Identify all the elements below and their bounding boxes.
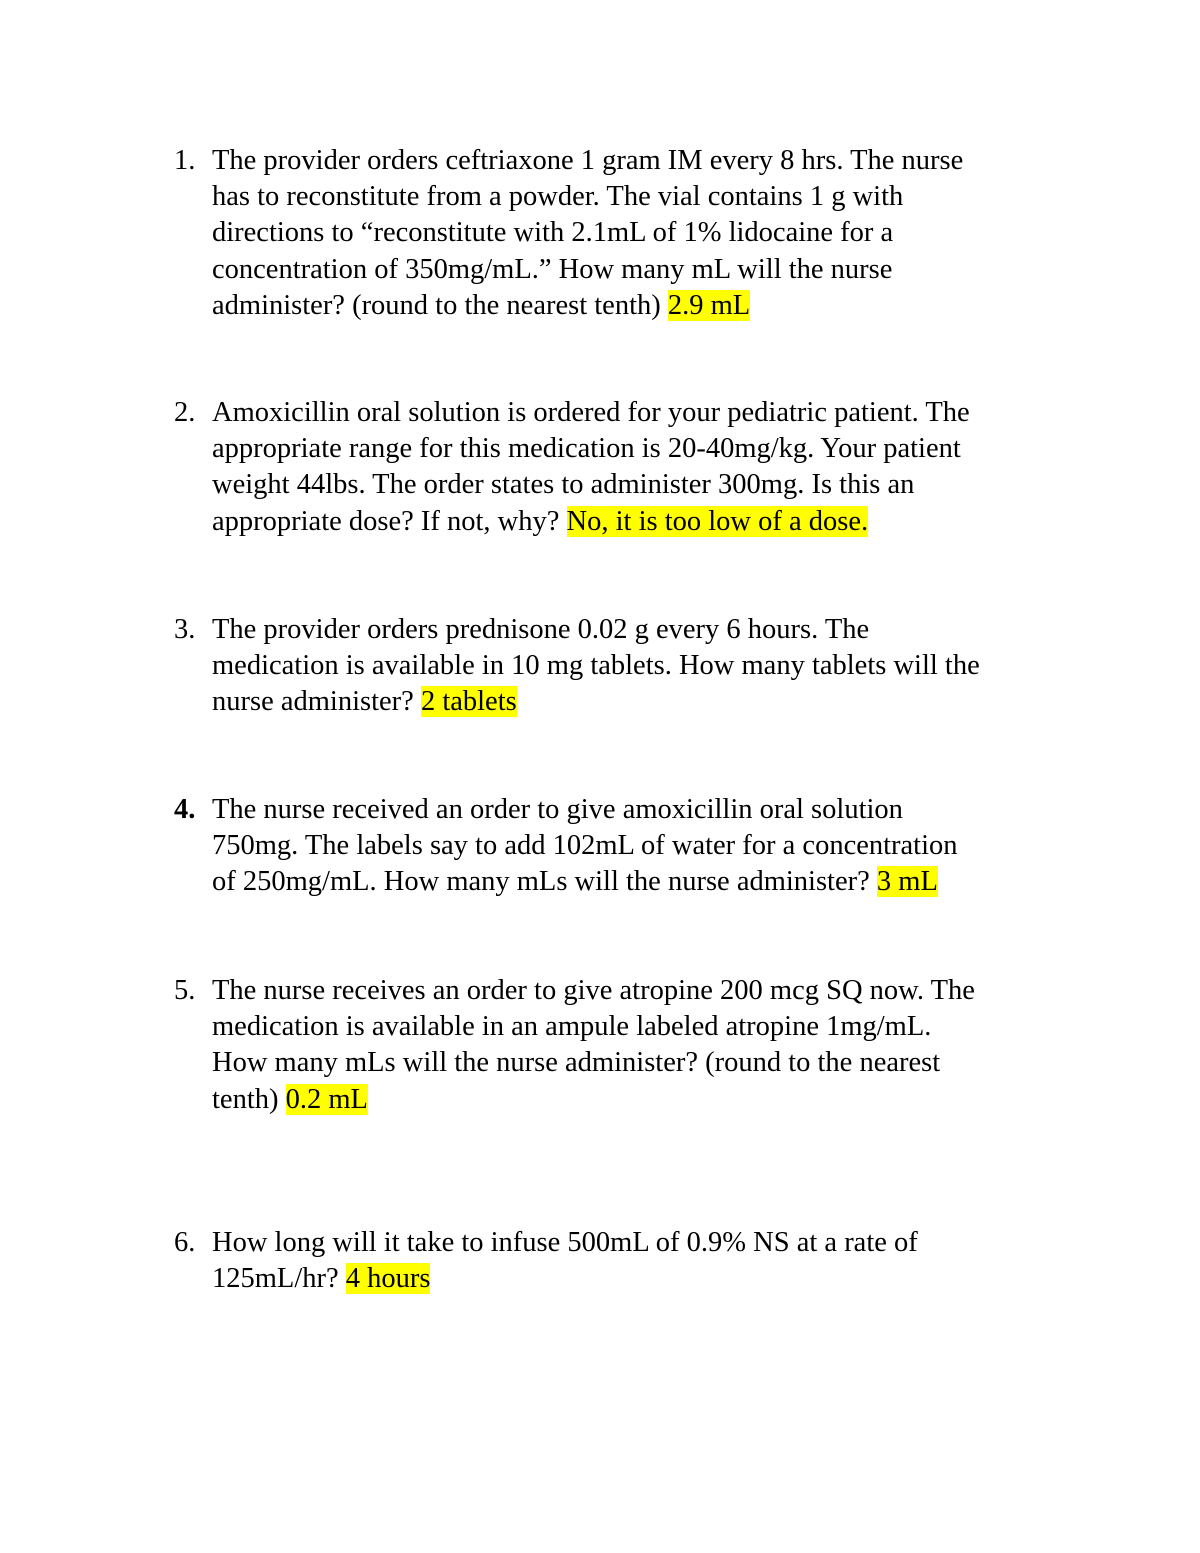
question-line: The provider orders prednisone 0.02 g every 6 hours. The	[212, 614, 870, 645]
question-text	[212, 1225, 1082, 1297]
highlighted-answer: No, it is too low of a dose.	[566, 505, 869, 537]
highlighted-answer: 0.2 mL	[285, 1083, 368, 1115]
highlighted-answer: 2 tablets	[420, 686, 517, 718]
question-text	[212, 973, 1082, 1118]
question-line: weight 44lbs. The order states to administer 300mg. Is this an	[212, 469, 915, 501]
question-line: appropriate dose? If not, why?	[212, 505, 567, 537]
question-line-with-answer	[212, 1261, 1082, 1297]
question-line: How long will it take to infuse 500mL of 0.9% NS at a rate of	[212, 1227, 918, 1258]
question-line: has to reconstitute from a powder. The vial contains 1 g with	[212, 181, 904, 213]
question-line-with-answer	[212, 1082, 1082, 1118]
highlighted-answer: 4 hours	[345, 1263, 431, 1295]
question-number: 3.	[174, 614, 196, 645]
question-line: The nurse receives an order to give atropine 200 mcg SQ now. The	[212, 975, 975, 1006]
question-text	[212, 143, 1082, 324]
question-number: 1.	[174, 145, 196, 176]
question-number: 6.	[174, 1227, 196, 1258]
question-line: The nurse received an order to give amoxicillin oral solution	[212, 794, 903, 825]
question-line: medication is available in 10 mg tablets. How many tablets will the	[212, 650, 980, 682]
question-text	[212, 792, 1082, 901]
question-number: 4.	[174, 794, 196, 825]
question-line-with-answer	[212, 504, 1082, 540]
question-line: appropriate range for this medication is 20-40mg/kg. Your patient	[212, 433, 961, 465]
question-number: 2.	[174, 397, 196, 428]
question-line: concentration of 350mg/mL.” How many mL will the nurse	[212, 253, 893, 285]
question-line: administer? (round to the nearest tenth)	[212, 289, 668, 321]
highlighted-answer: 2.9 mL	[667, 289, 751, 321]
question-text	[212, 395, 1082, 540]
highlighted-answer: 3 mL	[876, 866, 938, 898]
question-line: directions to “reconstitute with 2.1mL of 1% lidocaine for a	[212, 217, 894, 249]
question-line-with-answer	[212, 864, 1082, 900]
question-line: The provider orders ceftriaxone 1 gram IM every 8 hrs. The nurse	[212, 145, 964, 176]
question-line: Amoxicillin oral solution is ordered for your pediatric patient. The	[212, 397, 970, 428]
question-line: of 250mg/mL. How many mLs will the nurse administer?	[212, 866, 877, 898]
question-line: tenth)	[212, 1083, 286, 1115]
question-line: 750mg. The labels say to add 102mL of water for a concentration	[212, 830, 958, 862]
question-number: 5.	[174, 975, 196, 1006]
question-line-with-answer	[212, 288, 1082, 324]
question-text	[212, 612, 1082, 721]
question-line-with-answer	[212, 684, 1082, 720]
question-line: nurse administer?	[212, 686, 421, 718]
question-line: How many mLs will the nurse administer? (round to the nearest	[212, 1047, 941, 1079]
question-line: medication is available in an ampule labeled atropine 1mg/mL.	[212, 1011, 932, 1043]
question-line: 125mL/hr?	[212, 1263, 346, 1295]
